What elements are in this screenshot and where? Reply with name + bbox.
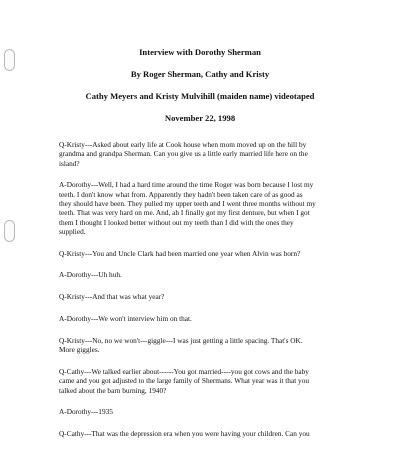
transcript-paragraph [59, 249, 355, 258]
transcript-paragraph [59, 180, 355, 236]
text-line: Q-Cathy---We talked earlier about------You got married----you got cows and the baby [59, 366, 309, 376]
transcript-paragraph [59, 367, 355, 395]
text-line: A-Dorothy---Well, I had a hard time around the time Roger was born because I lost my [59, 180, 314, 190]
document-date: November 22, 1998 [164, 113, 236, 123]
text-line: Q-Kristy---And that was what year? [59, 292, 165, 302]
text-line: grandma and grandpa Sherman. Can you give us a little early married life here on the [59, 149, 308, 159]
text-line: Q-Kristy---No, no we won't---giggle---I was just getting a little spacing. That's OK. [59, 335, 303, 345]
binder-hole [4, 220, 15, 242]
transcript-paragraph [59, 292, 355, 301]
transcript-paragraph [59, 429, 355, 438]
text-line: they should have been. They pulled my upper teeth and I went three months without my [59, 198, 316, 208]
transcript-body [59, 140, 355, 451]
text-line: supplied. [59, 226, 86, 236]
transcript-paragraph [59, 270, 355, 279]
text-line: A-Dorothy---1935 [59, 407, 113, 417]
text-line: talked about the barn burning, 1940? [59, 385, 167, 395]
transcript-paragraph [59, 336, 355, 355]
text-line: Q-Kristy---You and Uncle Clark had been married one year when Alvin was born? [59, 248, 301, 258]
document-authors: By Roger Sherman, Cathy and Kristy [130, 69, 270, 79]
text-line: A-Dorothy---Uh huh. [59, 270, 122, 280]
text-line: island? [59, 158, 80, 168]
transcript-paragraph [59, 407, 355, 416]
text-line: teeth. That was very hard on me. And, ah I finally got my first denture, but when I got [59, 208, 310, 218]
document-videographers: Cathy Meyers and Kristy Mulvihill (maiden name) videotaped [85, 91, 315, 101]
document-header [0, 46, 400, 134]
text-line: A-Dorothy---We won't interview him on that. [59, 314, 192, 324]
document-title: Interview with Dorothy Sherman [139, 47, 261, 57]
transcript-paragraph [59, 140, 355, 168]
text-line: teeth. I don't know what from. Apparently they hadn't been taken care of as good as [59, 189, 303, 199]
text-line: came and you got adjusted to the large family of Shermans. What year was it that you [59, 376, 309, 386]
transcript-paragraph [59, 314, 355, 323]
text-line: Q-Kristy---Asked about early life at Cook house when mom moved up on the hill by [59, 140, 307, 149]
text-line: Q-Cathy---That was the depression era when you were having your children. Can you [59, 429, 310, 439]
text-line: them I thought I looked better without out my teeth than I did with the ones they [59, 217, 294, 227]
text-line: More giggles. [59, 345, 100, 355]
